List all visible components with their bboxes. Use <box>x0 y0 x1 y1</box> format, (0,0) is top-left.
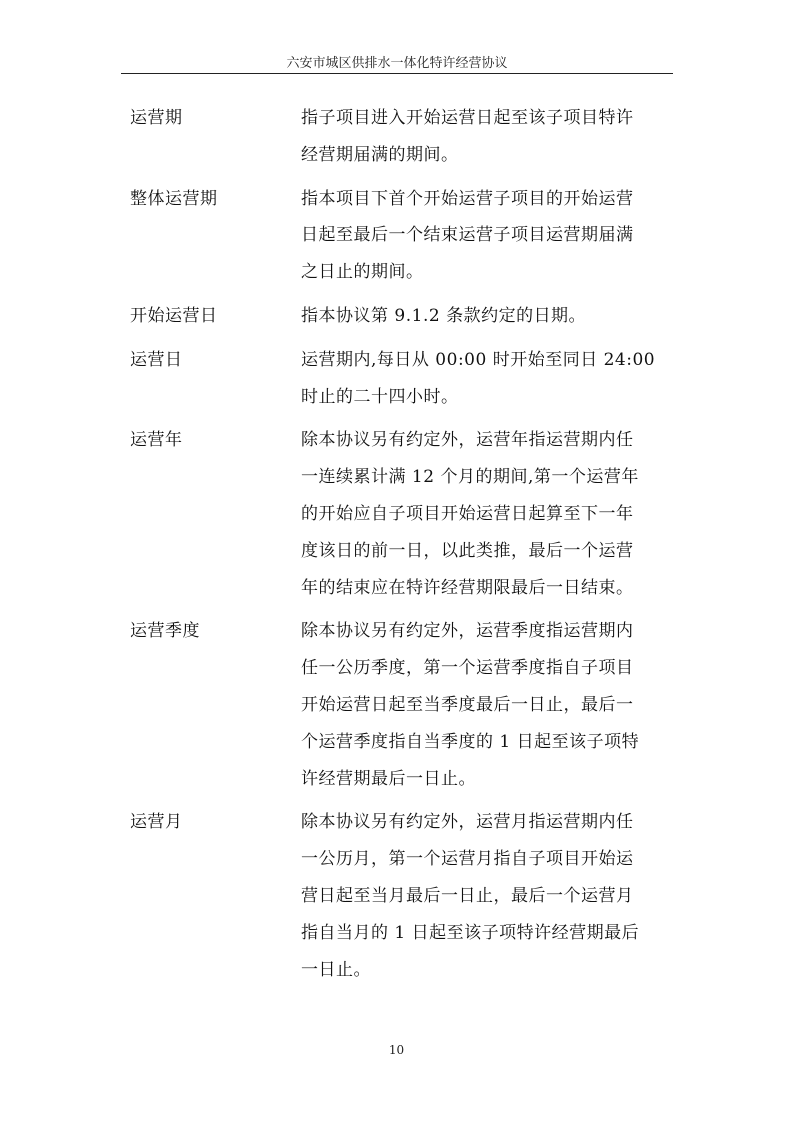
definition-line: 度该日的前一日，以此类推，最后一个运营 <box>301 540 634 561</box>
definition-term: 运营年 <box>130 430 183 451</box>
definition-line: 的开始应自子项目开始运营日起算至下一年 <box>301 503 634 524</box>
definition-item <box>130 613 670 797</box>
definition-line: 指子项目进入开始运营日起至该子项目特许 <box>301 108 634 128</box>
definition-line: 指自当月的 1 日起至该子项特许经营期最后 <box>301 922 640 943</box>
definition-term: 运营日 <box>130 349 183 370</box>
definition-text <box>301 100 671 174</box>
definition-text <box>301 342 671 416</box>
definition-line: 除本协议另有约定外，运营季度指运营期内 <box>301 621 634 642</box>
definition-text <box>301 298 671 335</box>
definition-line: 时止的二十四小时。 <box>301 386 459 407</box>
definition-line: 运营期内,每日从 00:00 时开始至同日 24:00 <box>301 349 656 370</box>
definition-line: 日起至最后一个结束运营子项目运营期届满 <box>301 225 634 246</box>
definition-item <box>130 804 670 988</box>
definition-item <box>130 342 670 416</box>
definition-term: 运营季度 <box>130 621 200 642</box>
page-number: 10 <box>388 1043 405 1057</box>
definition-text <box>301 181 671 291</box>
definition-term: 整体运营期 <box>130 188 218 209</box>
definition-line: 之日止的期间。 <box>301 262 424 283</box>
definition-text <box>301 422 671 606</box>
definition-line: 开始运营日起至当季度最后一日止，最后一 <box>301 694 634 715</box>
definition-line: 除本协议另有约定外，运营年指运营期内任 <box>301 430 634 451</box>
definition-line: 除本协议另有约定外，运营月指运营期内任 <box>301 812 634 833</box>
definition-term: 运营期 <box>130 108 183 128</box>
definition-line: 指本项目下首个开始运营子项目的开始运营 <box>301 188 634 209</box>
running-header: 六安市城区供排水一体化特许经营协议 <box>286 56 508 71</box>
definition-item <box>130 100 670 174</box>
definition-term: 运营月 <box>130 812 183 833</box>
definition-line: 年的结束应在特许经营期限最后一日结束。 <box>301 577 634 598</box>
definition-list <box>130 100 670 988</box>
definition-term: 开始运营日 <box>130 305 218 326</box>
definition-item <box>130 298 670 335</box>
definition-line: 个运营季度指自当季度的 1 日起至该子项特 <box>301 731 640 752</box>
definition-line: 一公历月，第一个运营月指自子项目开始运 <box>301 849 634 870</box>
definition-line: 一连续累计满 12 个月的期间,第一个运营年 <box>301 467 639 488</box>
header-rule <box>121 73 673 74</box>
definition-text <box>301 613 671 797</box>
definition-item <box>130 422 670 606</box>
definition-text <box>301 804 671 988</box>
definition-line: 营日起至当月最后一日止，最后一个运营月 <box>301 885 634 906</box>
definition-line: 许经营期最后一日止。 <box>301 768 476 789</box>
definition-line: 指本协议第 9.1.2 条款约定的日期。 <box>301 305 587 326</box>
definition-line: 经营期届满的期间。 <box>301 144 459 165</box>
definition-line: 一日止。 <box>301 959 371 980</box>
definition-line: 任一公历季度，第一个运营季度指自子项目 <box>301 658 634 679</box>
definition-item <box>130 181 670 291</box>
